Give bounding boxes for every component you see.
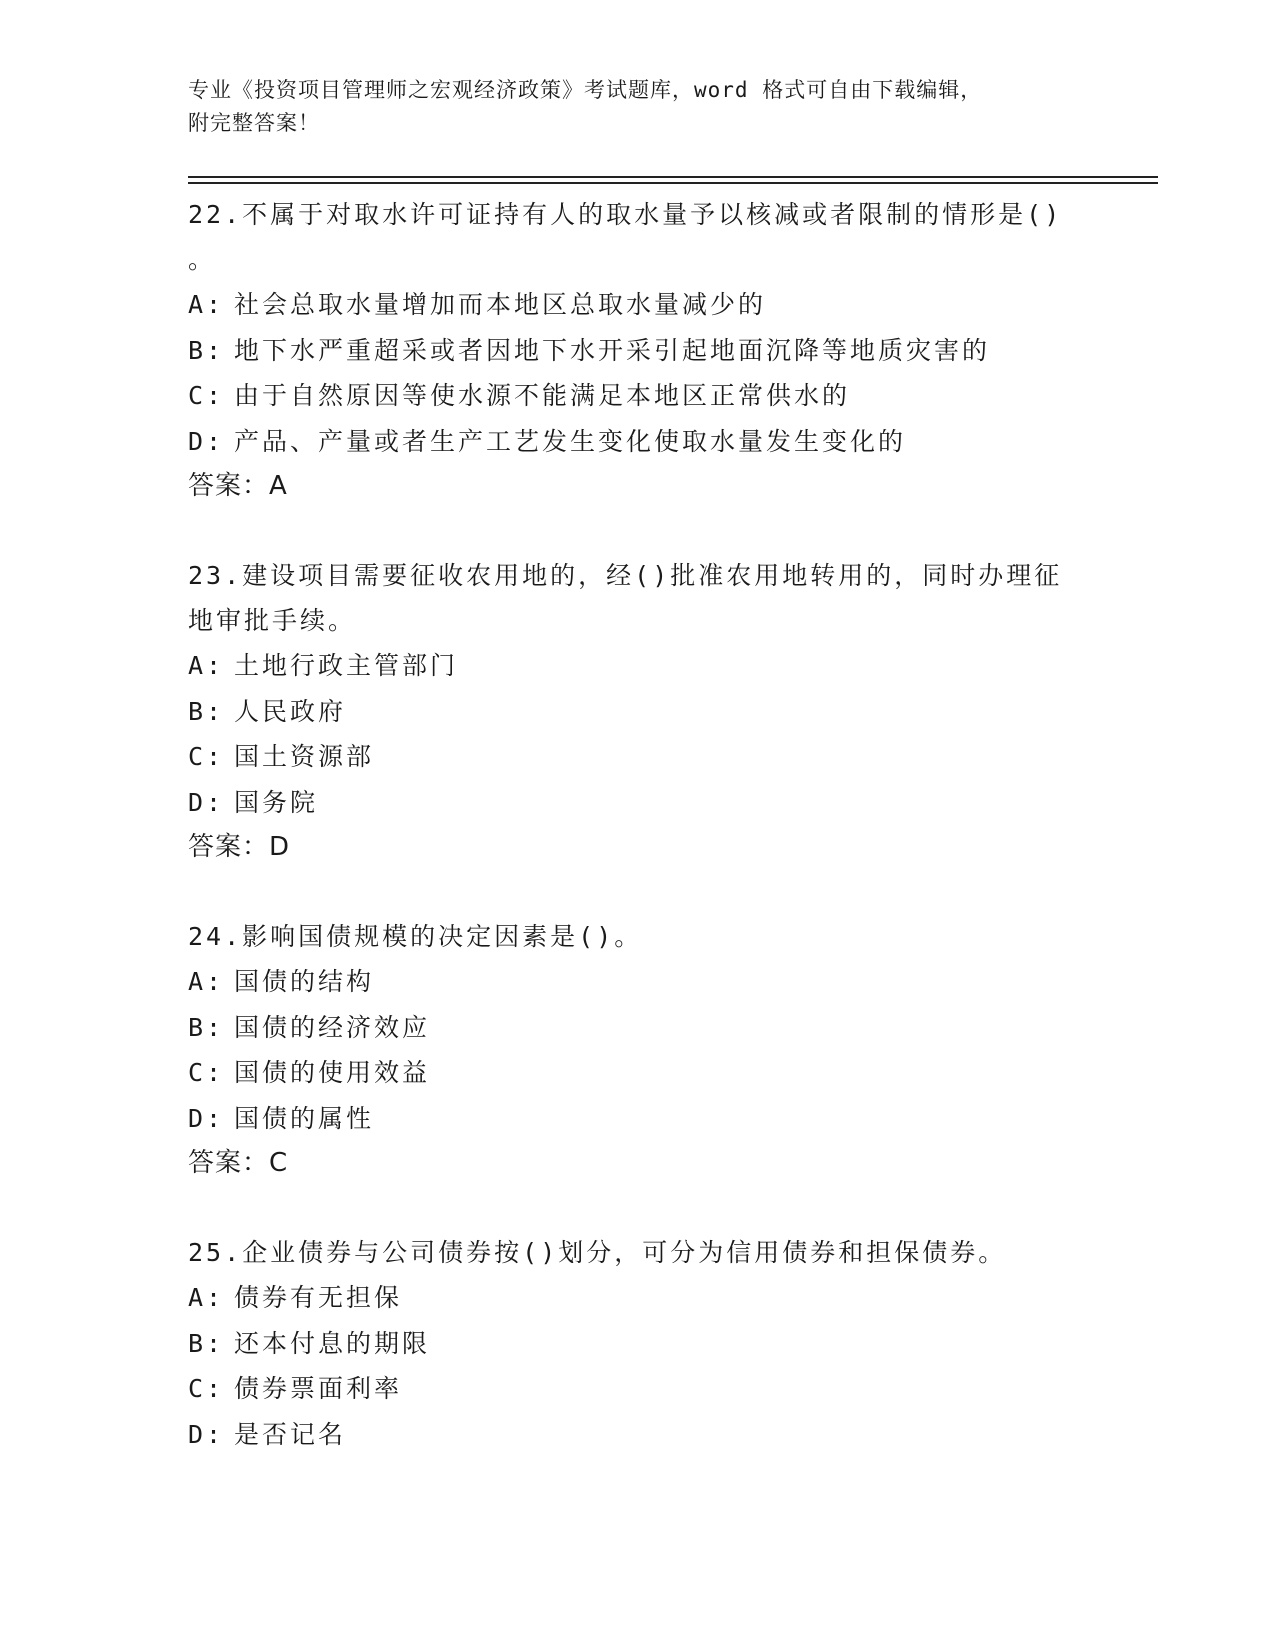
question-stem: 25.企业债券与公司债券按()划分，可分为信用债券和担保债券。 bbox=[188, 1238, 1007, 1267]
option-b bbox=[188, 328, 1108, 374]
option-text: 国债的经济效应 bbox=[234, 1012, 431, 1042]
option-text: 人民政府 bbox=[234, 696, 347, 726]
option-letter: B: bbox=[188, 1012, 225, 1042]
option-c bbox=[188, 734, 1108, 780]
question-stem: 24.影响国债规模的决定因素是()。 bbox=[188, 922, 643, 951]
option-b bbox=[188, 1005, 1108, 1051]
option-a bbox=[188, 643, 1108, 689]
option-text: 地下水严重超采或者因地下水开采引起地面沉降等地质灾害的 bbox=[234, 335, 991, 365]
question-spacer bbox=[188, 870, 1108, 914]
option-b bbox=[188, 689, 1108, 735]
option-letter: D: bbox=[188, 1419, 225, 1449]
option-a bbox=[188, 959, 1108, 1005]
option-letter: C: bbox=[188, 742, 225, 771]
question-25 bbox=[188, 1230, 1108, 1457]
option-text: 由于自然原因等使水源不能满足本地区正常供水的 bbox=[234, 381, 851, 410]
answer: 答案：A bbox=[188, 471, 288, 501]
option-text: 还本付息的期限 bbox=[234, 1328, 431, 1358]
option-c bbox=[188, 373, 1108, 419]
option-d bbox=[188, 419, 1108, 465]
option-text: 土地行政主管部门 bbox=[234, 651, 459, 680]
option-text: 债券有无担保 bbox=[234, 1283, 403, 1312]
option-a bbox=[188, 1275, 1108, 1321]
header-divider-bottom bbox=[188, 182, 1158, 184]
option-letter: C: bbox=[188, 1058, 225, 1087]
option-letter: B: bbox=[188, 696, 225, 726]
question-23 bbox=[188, 553, 1108, 870]
question-stem: 23.建设项目需要征收农用地的，经()批准农用地转用的，同时办理征 bbox=[188, 561, 1063, 590]
header-divider-top bbox=[188, 176, 1158, 178]
question-stem: 22.不属于对取水许可证持有人的取水量予以核减或者限制的情形是() bbox=[188, 200, 1063, 229]
option-text: 国务院 bbox=[234, 787, 319, 817]
option-text: 产品、产量或者生产工艺发生变化使取水量发生变化的 bbox=[234, 426, 907, 456]
option-text: 社会总取水量增加而本地区总取水量减少的 bbox=[234, 290, 767, 319]
option-d bbox=[188, 1412, 1108, 1458]
option-letter: A: bbox=[188, 1283, 225, 1312]
option-text: 国债的属性 bbox=[234, 1103, 375, 1133]
option-c bbox=[188, 1050, 1108, 1096]
option-b bbox=[188, 1321, 1108, 1367]
option-text: 债券票面利率 bbox=[234, 1374, 403, 1403]
option-letter: B: bbox=[188, 1328, 225, 1358]
option-letter: C: bbox=[188, 1374, 225, 1403]
question-stem-continued: 地审批手续。 bbox=[188, 606, 357, 635]
question-24 bbox=[188, 914, 1108, 1186]
option-text: 国土资源部 bbox=[234, 742, 375, 771]
question-stem-continued: 。 bbox=[188, 245, 217, 274]
option-letter: A: bbox=[188, 290, 225, 319]
header-line-2: 附完整答案！ bbox=[188, 111, 320, 135]
option-letter: D: bbox=[188, 787, 225, 817]
option-letter: C: bbox=[188, 381, 225, 410]
option-d bbox=[188, 780, 1108, 826]
answer: 答案：C bbox=[188, 1148, 289, 1178]
question-spacer bbox=[188, 509, 1108, 553]
option-letter: D: bbox=[188, 426, 225, 456]
answer: 答案：D bbox=[188, 832, 291, 862]
option-letter: D: bbox=[188, 1103, 225, 1133]
document-header bbox=[188, 74, 1088, 140]
question-22 bbox=[188, 192, 1108, 509]
option-letter: B: bbox=[188, 335, 225, 365]
option-c bbox=[188, 1366, 1108, 1412]
option-text: 国债的使用效益 bbox=[234, 1058, 431, 1087]
question-list bbox=[188, 192, 1108, 1457]
option-text: 是否记名 bbox=[234, 1419, 347, 1449]
option-d bbox=[188, 1096, 1108, 1142]
question-spacer bbox=[188, 1186, 1108, 1230]
option-a bbox=[188, 282, 1108, 328]
header-line-1: 专业《投资项目管理师之宏观经济政策》考试题库，word 格式可自由下载编辑， bbox=[188, 78, 983, 102]
option-text: 国债的结构 bbox=[234, 967, 375, 996]
option-letter: A: bbox=[188, 651, 225, 680]
option-letter: A: bbox=[188, 967, 225, 996]
